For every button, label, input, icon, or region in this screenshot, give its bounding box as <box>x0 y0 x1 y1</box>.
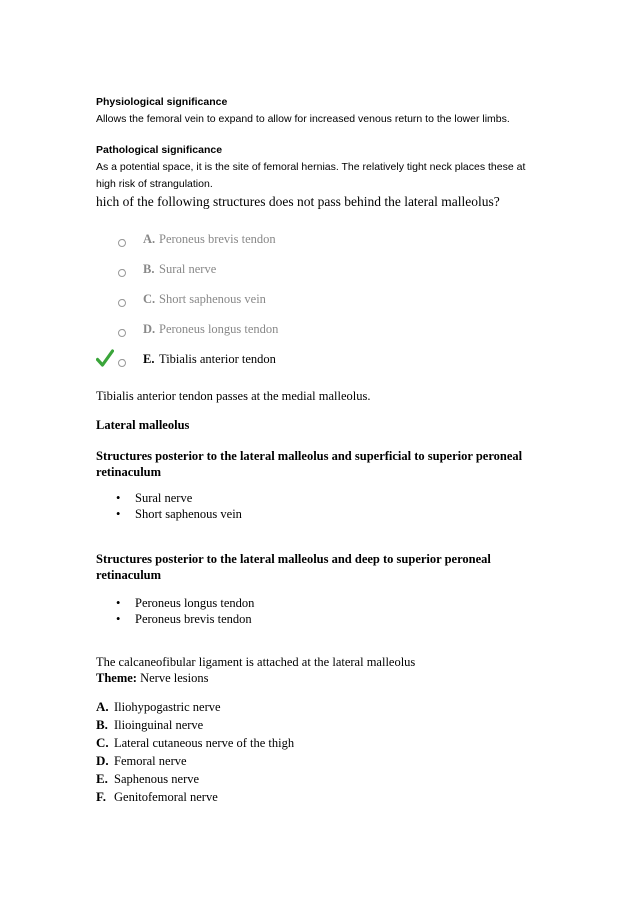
radio-button[interactable] <box>118 359 126 367</box>
nerve-option: A. Iliohypogastric nerve <box>96 699 221 714</box>
explanation-text: Tibialis anterior tendon passes at the medial malleolus. <box>96 389 371 403</box>
calcaneofibular-text: The calcaneofibular ligament is attached at the lateral malleolus <box>96 655 416 669</box>
option-letter: A. <box>143 232 156 246</box>
deep-list <box>96 595 254 627</box>
lateral-malleolus-heading: Lateral malleolus <box>96 418 190 432</box>
deep-heading: Structures posterior to the lateral malleolus and deep to superior peroneal retinaculum <box>96 552 491 582</box>
option-text: Peroneus longus tendon <box>159 322 279 336</box>
option-text: Short saphenous vein <box>159 292 266 306</box>
option-letter: E. <box>143 352 155 366</box>
superficial-list <box>96 490 242 522</box>
option-letter: B. <box>143 262 155 276</box>
pathological-text-line2: high risk of strangulation. <box>96 178 213 190</box>
option-text: Peroneus brevis tendon <box>159 232 276 246</box>
option-text: Tibialis anterior tendon <box>159 352 276 366</box>
theme-line <box>96 671 208 686</box>
superficial-heading: Structures posterior to the lateral malleolus and superficial to superior peroneal retinaculum <box>96 449 523 479</box>
radio-button[interactable] <box>118 299 126 307</box>
option-letter: D. <box>143 322 156 336</box>
nerve-option: B. Ilioinguinal nerve <box>96 717 204 732</box>
list-item: • Peroneus brevis tendon <box>96 611 254 627</box>
checkmark-icon <box>96 349 114 367</box>
list-item: • Short saphenous vein <box>96 506 242 522</box>
pathological-text-line1: As a potential space, it is the site of femoral hernias. The relatively tight neck places these at <box>96 161 526 173</box>
option-text: Sural nerve <box>159 262 217 276</box>
nerve-option: C. Lateral cutaneous nerve of the thigh <box>96 735 295 750</box>
option-letter: C. <box>143 292 156 306</box>
radio-button[interactable] <box>118 329 126 337</box>
list-item: • Sural nerve <box>96 490 242 506</box>
question-text: hich of the following structures does not pass behind the lateral malleolus? <box>96 194 500 209</box>
radio-button[interactable] <box>118 269 126 277</box>
nerve-options <box>96 698 294 806</box>
theme-value: Nerve lesions <box>140 671 209 685</box>
nerve-option: E. Saphenous nerve <box>96 771 200 786</box>
physiological-text: Allows the femoral vein to expand to allow for increased venous return to the lower limbs. <box>96 113 510 125</box>
pathological-heading: Pathological significance <box>96 144 223 156</box>
list-item: • Peroneus longus tendon <box>96 595 254 611</box>
radio-button[interactable] <box>118 239 126 247</box>
physiological-heading: Physiological significance <box>96 96 228 108</box>
nerve-option: D. Femoral nerve <box>96 753 187 768</box>
theme-label: Theme: <box>96 671 137 685</box>
nerve-option: F. Genitofemoral nerve <box>96 789 218 804</box>
